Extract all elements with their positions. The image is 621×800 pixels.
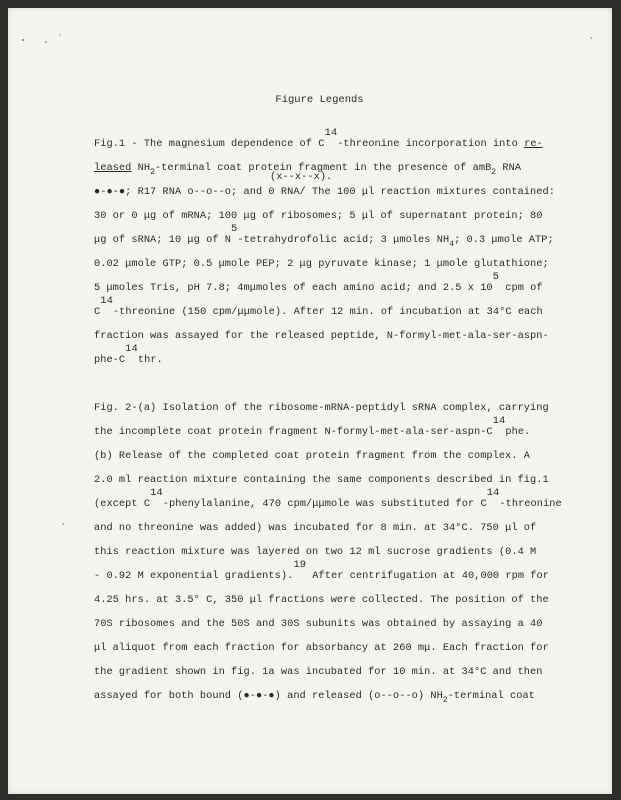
fig2-line-8: - 0.92 M exponential gradients).19 After centrifugation at 40,000 rpm for (94, 559, 549, 582)
fig2-line-2: the incomplete coat protein fragment N-formyl-met-ala-ser-aspn-C14phe. (94, 415, 531, 438)
fig2-line-9: 4.25 hrs. at 3.5° C, 350 μl fractions were collected. The position of the (94, 594, 549, 606)
fig1-legend (94, 127, 574, 372)
fig2-line-10: 70S ribosomes and the 50S and 30S subunits was obtained by assaying a 40 (94, 618, 543, 630)
fig1-line-1: Fig.1 - The magnesium dependence of C14-threonine incorporation into re- (94, 127, 543, 150)
fig1-line-8: C14-threonine (150 cpm/μμmole). After 12 min. of incubation at 34°C each (94, 295, 543, 318)
fig1-line-5: μg of sRNA; 10 μg of N5-tetrahydrofolic acid; 3 μmoles $NH_4$; 0.3 μmole ATP; (94, 223, 554, 249)
fig1-line-9: fraction was assayed for the released peptide, N-formyl-met-ala-ser-aspn- (94, 330, 549, 342)
fig1-line-10: phe-C14thr. (94, 343, 163, 366)
speck (590, 37, 591, 38)
fig2-line-3: (b) Release of the completed coat protein fragment from the complex. A (94, 450, 531, 462)
fig1-line-6: 0.02 μmole GTP; 0.5 μmole PEP; 2 μg pyruvate kinase; 1 μmole glutathione; (94, 258, 549, 270)
fig2-line-4: 2.0 ml reaction mixture containing the same components described in fig.1 (94, 474, 549, 486)
fig1-line-7: 5 μmoles Tris, pH 7.8; 4mμmoles of each amino acid; and 2.5 x 105 cpm of (94, 271, 543, 294)
page-title: Figure Legends (275, 94, 364, 106)
fig2-legend (94, 396, 574, 708)
fig1-line-2-note: (x--x--x). (270, 171, 333, 183)
fig2-line-12: the gradient shown in fig. 1a was incubated for 10 min. at 34°C and then (94, 666, 543, 678)
fig2-line-11: μl aliquot from each fraction for absorbancy at 260 mμ. Each fraction for (94, 642, 549, 654)
fig2-line-6: and no threonine was added) was incubated for 8 min. at 34°C. 750 μl of (94, 522, 537, 534)
fig2-line-7: this reaction mixture was layered on two 12 ml sucrose gradients (0.4 M (94, 546, 537, 558)
fig2-line-1: Fig. 2-(a) Isolation of the ribosome-mRNA-peptidyl sRNA complex, carrying (94, 402, 549, 414)
fig2-line-13: assayed for both bound (●-●-●) and released (o--o--o) $NH_2$-terminal coat (94, 690, 535, 705)
speck (62, 523, 64, 525)
speck (59, 34, 60, 35)
fig2-line-5: (except C14-phenylalanine, 470 cpm/μμmole was substituted for C14-threonine (94, 487, 562, 510)
fig1-line-2: leased $NH_2$-terminal coat protein fragment in the presence of amB$_2$ RNA (x--x--x). (94, 156, 574, 180)
speck (22, 39, 24, 41)
speck (45, 41, 47, 43)
fig1-line-3: ●-●-●; R17 RNA o--o--o; and 0 RNA/ The 100 μl reaction mixtures contained: (94, 186, 555, 198)
fig1-line-4: 30 or 0 μg of mRNA; 100 μg of ribosomes; 5 μl of supernatant protein; 80 (94, 210, 543, 222)
